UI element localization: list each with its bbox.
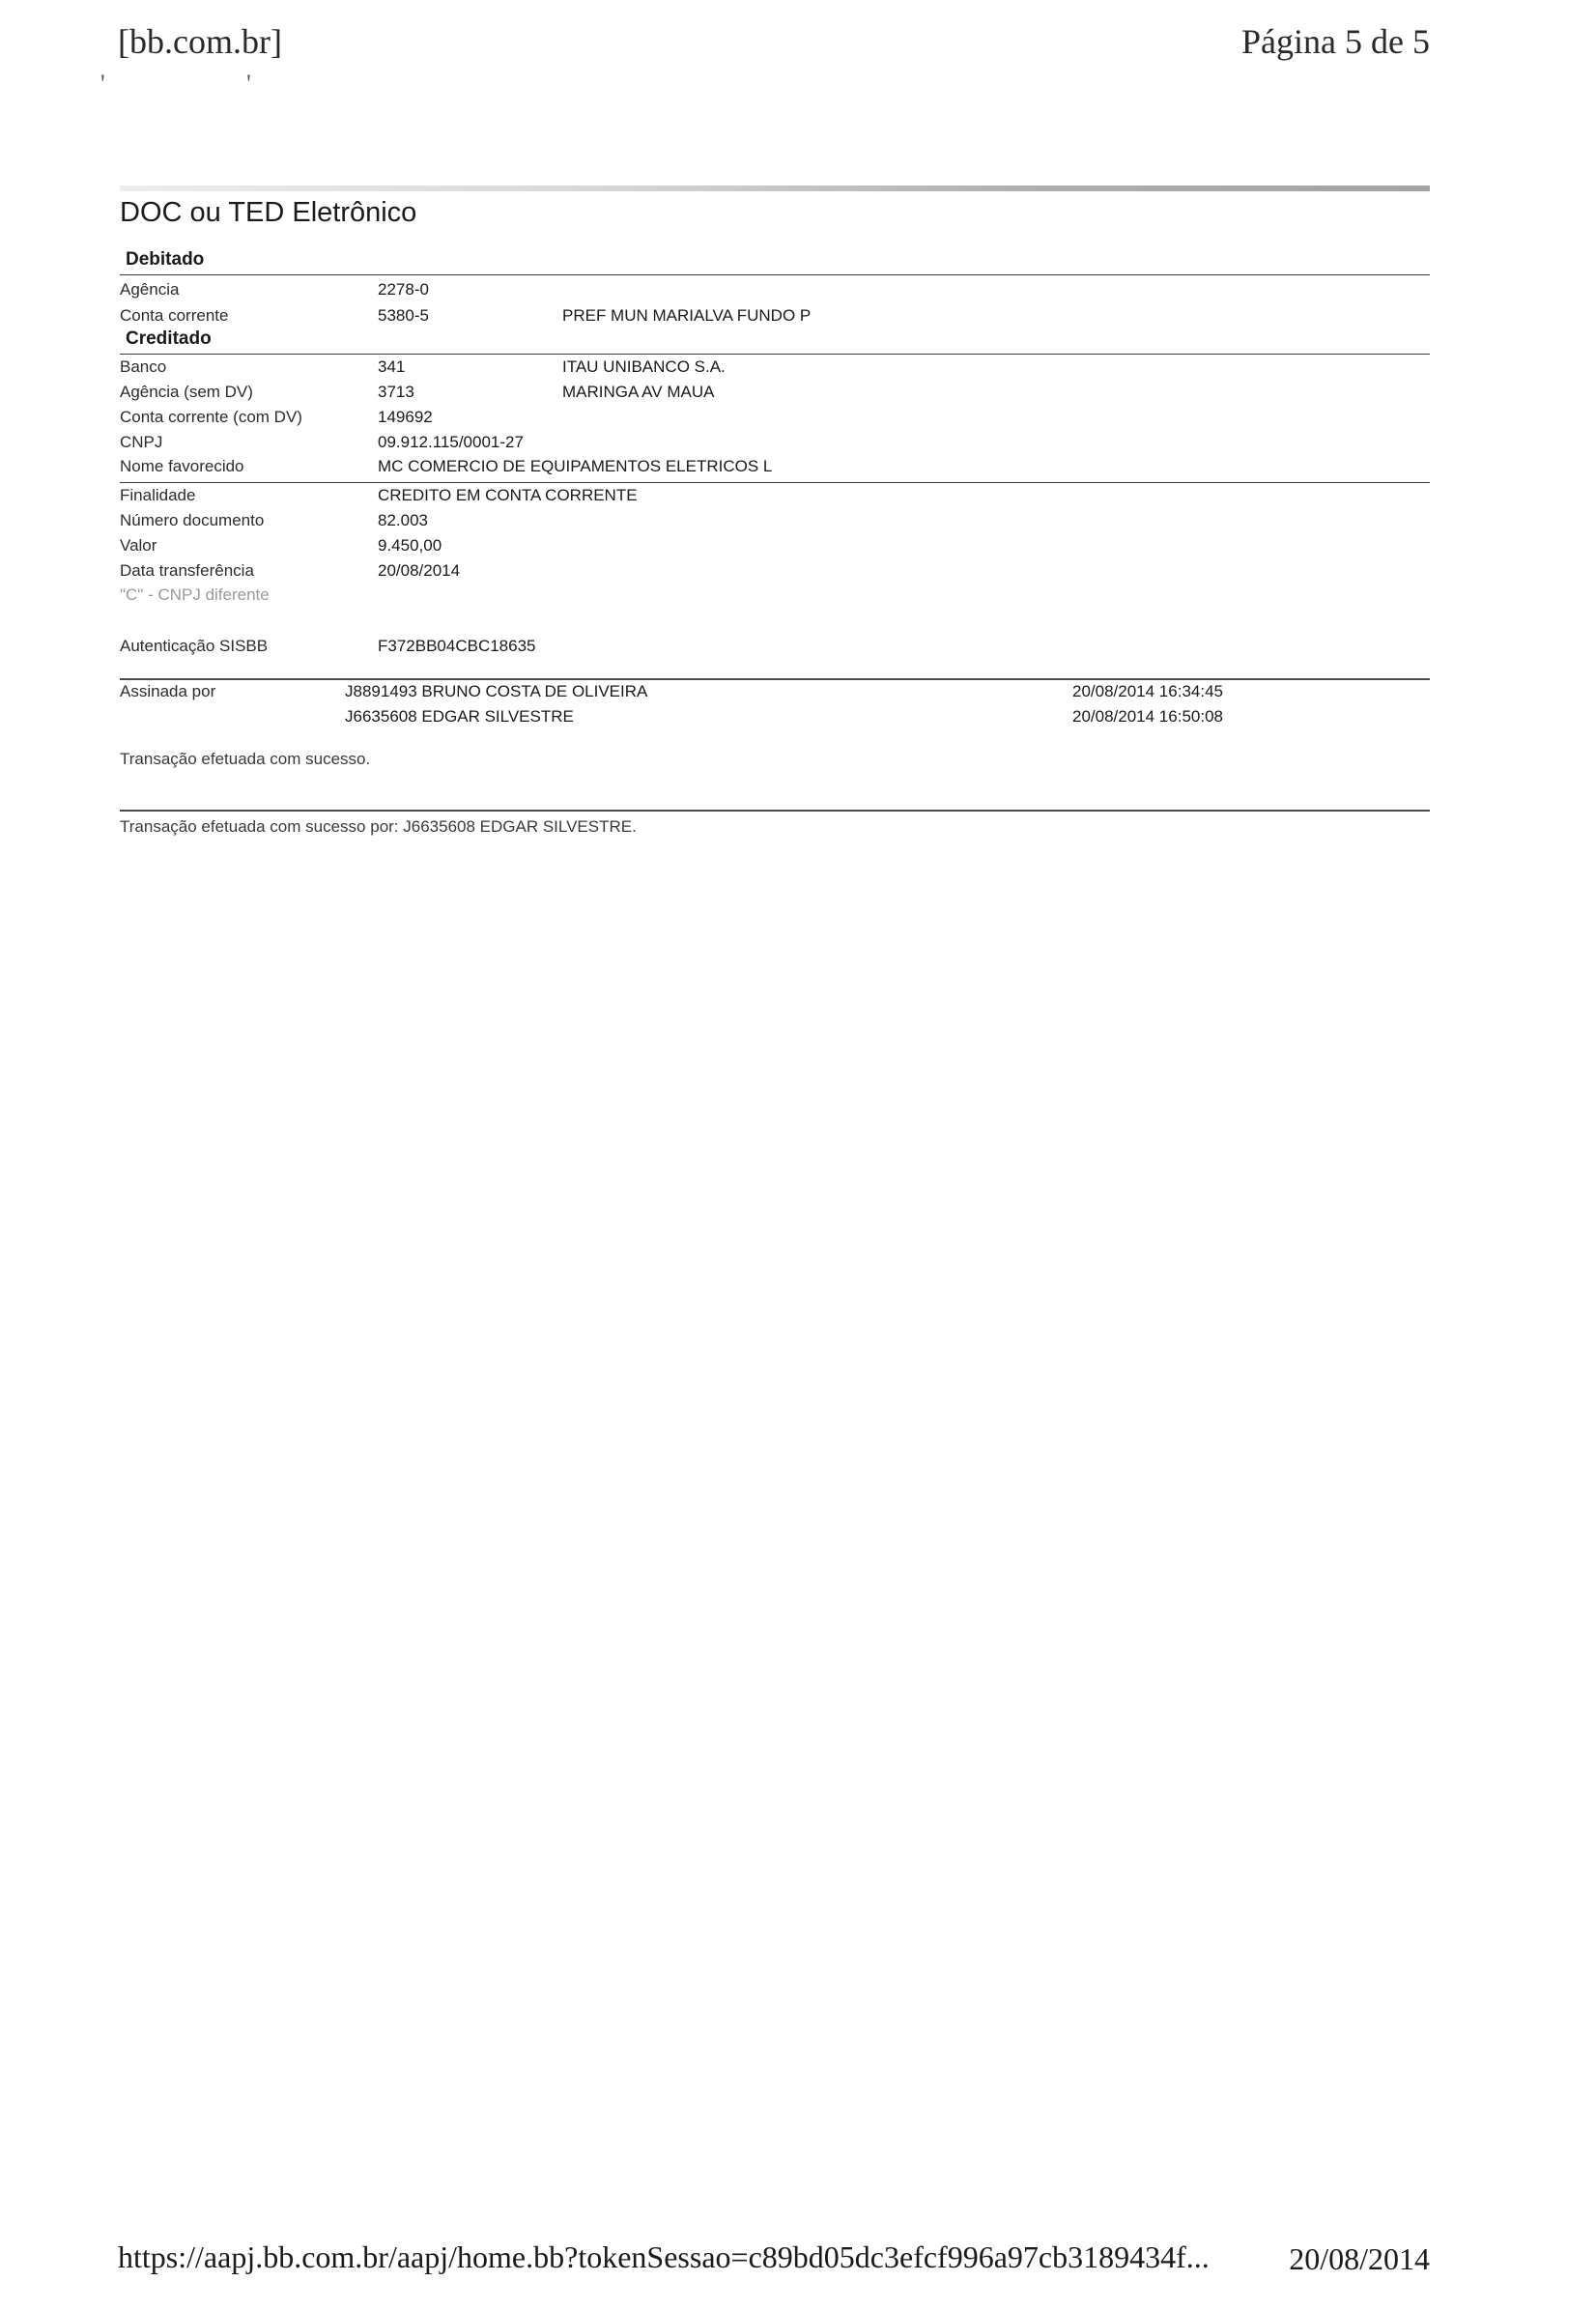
print-footer-url: https://aapj.bb.com.br/aapj/home.bb?tokenSessao=c89bd05dc3efcf996a97cb3189434f... <box>118 2239 1210 2274</box>
field-row-data-transferencia <box>120 561 1430 586</box>
section-divider <box>120 274 1430 275</box>
signed-by-label: Assinada por <box>120 682 216 700</box>
field-label: Data transferência <box>120 561 254 580</box>
field-label: Valor <box>120 536 157 555</box>
field-label: Banco <box>120 357 167 376</box>
authentication-code: F372BB04CBC18635 <box>378 637 536 655</box>
field-value: 2278-0 <box>378 280 429 299</box>
signature-row <box>120 682 1430 707</box>
signature-row <box>120 707 1430 732</box>
field-value: 09.912.115/0001-27 <box>378 433 524 451</box>
field-value: CREDITO EM CONTA CORRENTE <box>378 486 638 504</box>
transaction-status-by: Transação efetuada com sucesso por: J6635608 EDGAR SILVESTRE. <box>120 817 637 836</box>
scan-stray-marks: ' ' <box>100 70 319 98</box>
field-row-valor <box>120 536 1430 561</box>
field-label: Agência <box>120 280 180 299</box>
field-row-nome-favorecido <box>120 457 1430 482</box>
signer-name: J6635608 EDGAR SILVESTRE <box>345 707 574 726</box>
field-row-autenticacao <box>120 637 1430 662</box>
field-label: CNPJ <box>120 433 163 451</box>
field-value: 3713 <box>378 383 414 401</box>
field-extra: PREF MUN MARIALVA FUNDO P <box>562 306 812 325</box>
field-label: Número documento <box>120 511 265 529</box>
field-row-finalidade <box>120 486 1430 511</box>
section-divider <box>120 354 1430 355</box>
signature-datetime: 20/08/2014 16:50:08 <box>1072 707 1223 726</box>
transaction-status: Transação efetuada com sucesso. <box>120 750 371 768</box>
field-value: 341 <box>378 357 406 376</box>
field-value: 82.003 <box>378 511 428 529</box>
section-title-creditado: Creditado <box>126 328 212 349</box>
signer-name: J8891493 BRUNO COSTA DE OLIVEIRA <box>345 682 648 700</box>
field-value: 20/08/2014 <box>378 561 461 580</box>
print-header-page-number: Página 5 de 5 <box>1241 22 1430 61</box>
section-divider <box>120 678 1430 680</box>
field-value: 5380-5 <box>378 306 429 325</box>
field-row-agencia-sem-dv <box>120 383 1430 408</box>
field-value: 149692 <box>378 408 433 426</box>
signature-datetime: 20/08/2014 16:34:45 <box>1072 682 1223 700</box>
field-row-cnpj-diferente-note <box>120 585 1430 611</box>
field-row-conta-com-dv <box>120 408 1430 433</box>
section-divider <box>120 482 1430 483</box>
field-value: MC COMERCIO DE EQUIPAMENTOS ELETRICOS L <box>378 457 773 475</box>
field-label: "C" - CNPJ diferente <box>120 585 270 604</box>
field-row-conta-corrente <box>120 306 1430 331</box>
field-label: Conta corrente (com DV) <box>120 408 302 426</box>
field-label: Nome favorecido <box>120 457 244 475</box>
print-header-site: [bb.com.br] <box>118 22 282 61</box>
section-divider <box>120 810 1430 812</box>
section-title-debitado: Debitado <box>126 249 205 270</box>
print-footer-date: 20/08/2014 <box>1289 2241 1430 2276</box>
field-label: Agência (sem DV) <box>120 383 253 401</box>
field-row-numero-documento <box>120 511 1430 536</box>
top-divider <box>120 185 1430 191</box>
field-extra: MARINGA AV MAUA <box>562 383 715 401</box>
field-value: 9.450,00 <box>378 536 442 555</box>
field-row-agencia <box>120 280 1430 305</box>
field-row-cnpj <box>120 433 1430 458</box>
field-label: Autenticação SISBB <box>120 637 269 655</box>
field-label: Finalidade <box>120 486 196 504</box>
field-row-banco <box>120 357 1430 383</box>
field-label: Conta corrente <box>120 306 229 325</box>
document-title: DOC ou TED Eletrônico <box>120 197 417 228</box>
field-extra: ITAU UNIBANCO S.A. <box>562 357 726 376</box>
